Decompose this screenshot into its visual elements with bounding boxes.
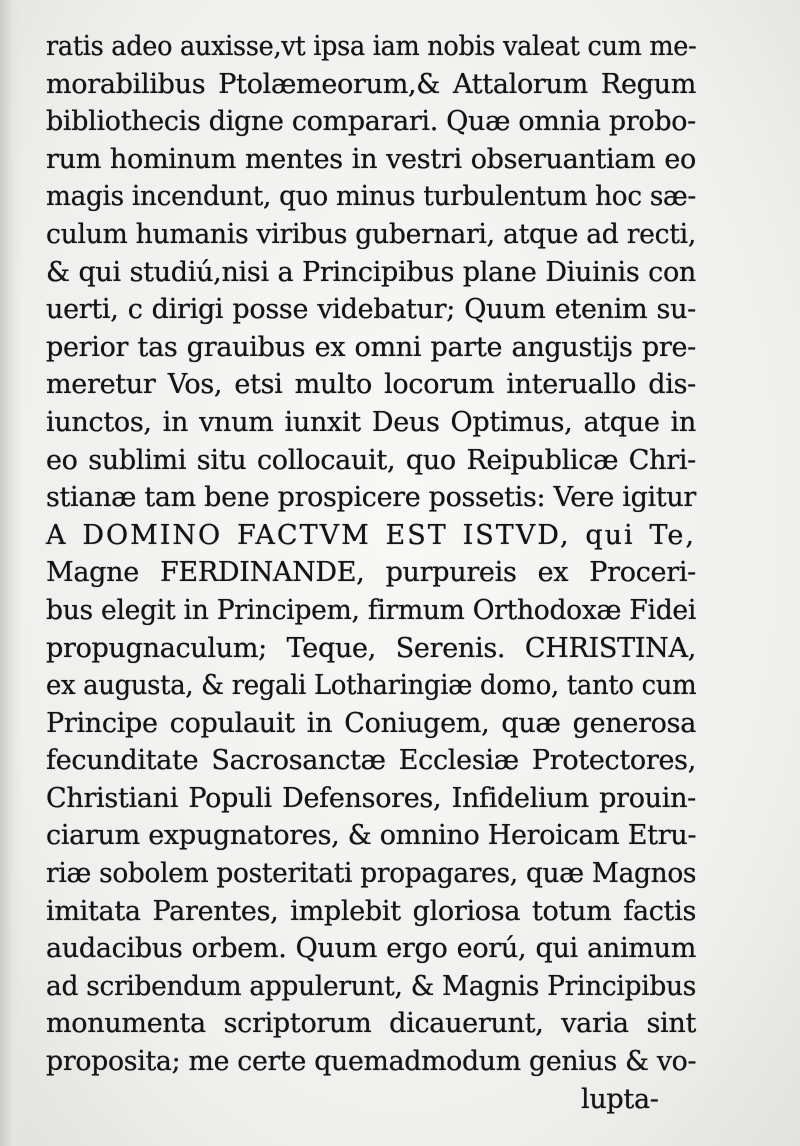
text-line: proposita; me certe quemadmodum genius & vo-	[46, 1046, 697, 1078]
text-line: bus elegit in Principem, firmum Orthodoxæ Fidei	[46, 594, 697, 626]
text-line: ex augusta, & regali Lotharingiæ domo, tanto cum	[46, 670, 697, 702]
text-line: imitata Parentes, implebit gloriosa totum factis	[46, 895, 696, 927]
text-line: rum hominum mentes in vestri obseruantiam eo	[46, 143, 696, 175]
catchword: lupta-	[581, 1084, 659, 1115]
text-line: & qui studiú,nisi a Principibus plane Diuinis con	[46, 256, 696, 288]
text-line: uerti, c dirigi posse videbatur; Quum etenim su-	[46, 294, 696, 326]
text-line: meretur Vos, etsi multo locorum interuallo dis-	[46, 369, 696, 401]
text-line: monumenta scriptorum dicauerunt, varia sint	[46, 1008, 696, 1040]
text-line: ad scribendum appulerunt, & Magnis Principibus	[46, 970, 696, 1002]
text-line: magis incendunt, quo minus turbulentum hoc sæ-	[46, 181, 697, 213]
text-line: Magne FERDINANDE, purpureis ex Proceri-	[46, 557, 696, 589]
text-line: Principe copulauit in Coniugem, quæ generosa	[46, 707, 696, 739]
text-line: stianæ tam bene prospicere possetis: Vere igitur	[46, 482, 696, 514]
text-line: ratis adeo auxisse,vt ipsa iam nobis valeat cum me-	[46, 31, 697, 62]
text-line: Christiani Populi Defensores, Infidelium prouin-	[46, 782, 696, 814]
text-line: riæ sobolem posteritati propagares, quæ Magnos	[46, 858, 697, 890]
text-line: fecunditate Sacrosanctæ Ecclesiæ Protectores,	[46, 745, 696, 777]
text-line: audacibus orbem. Quum ergo eorú, qui animum	[46, 933, 696, 965]
text-line: perior tas grauibus ex omni parte angustijs pre-	[46, 331, 696, 363]
binding-shadow	[0, 0, 22, 1146]
text-line: eo sublimi situ collocauit, quo Reipublicæ Chri-	[46, 444, 696, 476]
text-line: ciarum expugnatores, & omnino Heroicam Etru-	[46, 820, 697, 852]
text-line-smallcaps: A DOMINO FACTVM EST ISTVD, qui Te,	[46, 519, 696, 551]
text-line: bibliothecis digne comparari. Quæ omnia probo-	[46, 106, 696, 138]
latin-text-block	[46, 28, 696, 1081]
text-line: morabilibus Ptolæmeorum,& Attalorum Regum	[46, 68, 696, 100]
text-line: iunctos, in vnum iunxit Deus Optimus, atque in	[46, 406, 696, 438]
text-line: culum humanis viribus gubernari, atque ad recti,	[46, 218, 697, 250]
text-line: propugnaculum; Teque, Serenis. CHRISTINA,	[46, 632, 696, 664]
